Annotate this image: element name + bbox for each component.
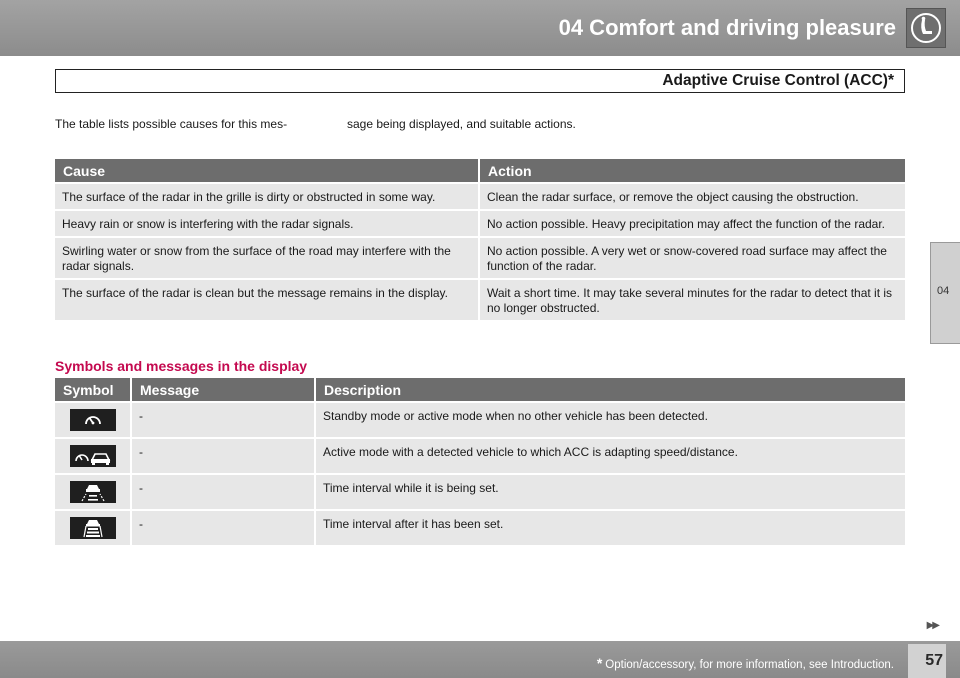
symbol-cell (55, 475, 132, 511)
table-row (55, 211, 905, 238)
message-cell: - (132, 439, 316, 475)
table-row (55, 403, 905, 439)
table-row (55, 439, 905, 475)
cause-cell: The surface of the radar in the grille is dirty or obstructed in some way. (55, 184, 480, 211)
action-cell: Wait a short time. It may take several minutes for the radar to detect that it is no longer obstructed. (480, 280, 905, 322)
description-cell: Time interval after it has been set. (316, 511, 905, 547)
chapter-tab-label: 04 (937, 285, 950, 297)
symbols-messages-table (55, 378, 905, 547)
page-continue-arrow-icon: ▶▶ (926, 620, 938, 631)
description-cell: Active mode with a detected vehicle to which ACC is adapting speed/distance. (316, 439, 905, 475)
time-interval-set-icon (70, 517, 116, 539)
table-row (55, 511, 905, 547)
action-cell: No action possible. Heavy precipitation may affect the function of the radar. (480, 211, 905, 238)
column-header-symbol: Symbol (55, 378, 132, 403)
page-number: 57 (925, 652, 943, 669)
column-header-message: Message (132, 378, 316, 403)
description-cell: Time interval while it is being set. (316, 475, 905, 511)
table-row (55, 280, 905, 322)
action-cell: No action possible. A very wet or snow-covered road surface may affect the function of the radar. (480, 238, 905, 280)
page-footer-bar (0, 641, 960, 678)
column-header-action: Action (480, 159, 905, 184)
section-title-box (55, 69, 905, 93)
table-row (55, 475, 905, 511)
table-row (55, 184, 905, 211)
action-cell: Clean the radar surface, or remove the object causing the obstruction. (480, 184, 905, 211)
table-header-row (55, 378, 905, 403)
time-interval-setting-icon (70, 481, 116, 503)
table-header-row (55, 159, 905, 184)
chapter-title: 04 Comfort and driving pleasure (558, 15, 896, 40)
footnote (597, 655, 894, 671)
footnote-star: * (596, 655, 603, 671)
description-cell: Standby mode or active mode when no other vehicle has been detected. (316, 403, 905, 439)
intro-text-part2: sage being displayed, and suitable actions. (347, 117, 576, 131)
symbols-section-heading: Symbols and messages in the display (55, 358, 308, 374)
message-cell: - (132, 403, 316, 439)
section-title: Adaptive Cruise Control (ACC)* (662, 72, 894, 89)
chapter-side-tab[interactable] (930, 242, 960, 344)
symbol-cell (55, 403, 132, 439)
cause-action-table (55, 159, 905, 322)
cause-cell: Swirling water or snow from the surface of the road may interfere with the radar signals. (55, 238, 480, 280)
message-cell: - (132, 475, 316, 511)
column-header-description: Description (316, 378, 905, 403)
speedometer-icon (70, 409, 116, 431)
vehicle-detected-icon (70, 445, 116, 467)
footnote-text: Option/accessory, for more information, see Introduction. (605, 659, 894, 671)
page-number-box (908, 644, 946, 678)
intro-text-part1: The table lists possible causes for this mes- (55, 117, 288, 131)
symbol-cell (55, 511, 132, 547)
cause-cell: The surface of the radar is clean but the message remains in the display. (55, 280, 480, 322)
table-row (55, 238, 905, 280)
cause-cell: Heavy rain or snow is interfering with the radar signals. (55, 211, 480, 238)
chapter-header-bar (0, 0, 960, 56)
seat-icon (906, 8, 946, 48)
message-cell: - (132, 511, 316, 547)
symbol-cell (55, 439, 132, 475)
column-header-cause: Cause (55, 159, 480, 184)
